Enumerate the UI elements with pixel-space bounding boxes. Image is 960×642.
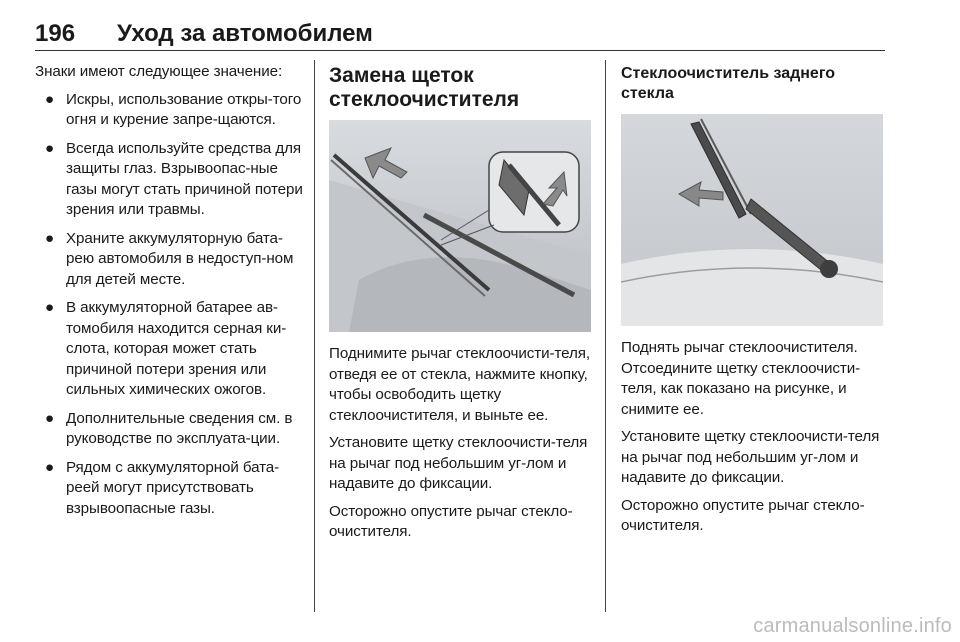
column-rear-wiper	[621, 62, 889, 544]
warning-list	[35, 90, 303, 520]
body-paragraph: Установите щетку стеклоочисти-теля на рычаг под небольшим уг-лом и надавите до фиксации.	[329, 434, 588, 492]
windshield-wiper-illustration	[329, 120, 591, 332]
bullet-icon: ●	[45, 90, 55, 108]
body-paragraph: Поднимите рычаг стеклоочисти-теля, отведя ее от стекла, нажмите кнопку, чтобы освободить щетку стеклоочистителя, и выньте ее.	[329, 345, 590, 424]
list-item: ● Искры, использование откры-того огня и курение запре-щаются.	[45, 90, 302, 128]
intro-text: Знаки имеют следующее значение:	[35, 63, 283, 80]
body-paragraph: Осторожно опустите рычаг стекло-очистителя.	[621, 496, 865, 534]
bullet-icon: ●	[45, 139, 55, 157]
section-heading: Замена щеток стеклоочистителя	[329, 64, 520, 111]
list-item: ● Храните аккумуляторную бата-рею автомобиля в недоступ-ном для детей месте.	[45, 229, 294, 288]
page-header	[35, 20, 885, 51]
bullet-icon: ●	[45, 299, 55, 316]
body-paragraph: Поднять рычаг стеклоочистителя. Отсоедините щетку стеклоочисти-теля, как показано на рисунке, и снимите ее.	[621, 339, 861, 418]
bullet-icon: ●	[45, 229, 55, 247]
bullet-icon: ●	[45, 409, 55, 427]
column-divider	[314, 60, 315, 612]
list-item: ● В аккумуляторной батарее ав-томобиля находится серная ки-слота, которая может стать причиной потери зрения или сильных химических ожогов.	[45, 299, 287, 398]
rear-wiper-drawing	[621, 114, 883, 326]
list-item: ● Рядом с аккумуляторной бата-реей могут присутствовать взрывоопасные газы.	[45, 458, 280, 517]
watermark: carmanualsonline.info	[753, 615, 952, 637]
section-heading: Стеклоочиститель заднего стекла	[621, 65, 836, 102]
page-number: 196	[35, 20, 76, 47]
body-paragraph: Осторожно опустите рычаг стекло-очистителя.	[329, 502, 573, 540]
column-battery-warnings	[35, 62, 303, 527]
wiper-drawing	[329, 120, 591, 332]
chapter-title: Уход за автомобилем	[117, 20, 373, 47]
bullet-icon: ●	[45, 458, 55, 476]
list-item: ● Дополнительные сведения см. в руководстве по эксплуата-ции.	[45, 409, 293, 447]
rear-wiper-illustration	[621, 114, 883, 326]
body-paragraph: Установите щетку стеклоочисти-теля на рычаг под небольшим уг-лом и надавите до фиксации.	[621, 428, 880, 486]
column-wiper-blade-replacement	[329, 62, 597, 550]
list-item: ● Всегда используйте средства для защиты глаз. Взрывоопас-ные газы могут стать причиной потери зрения или травмы.	[45, 139, 303, 218]
column-divider	[605, 60, 606, 612]
